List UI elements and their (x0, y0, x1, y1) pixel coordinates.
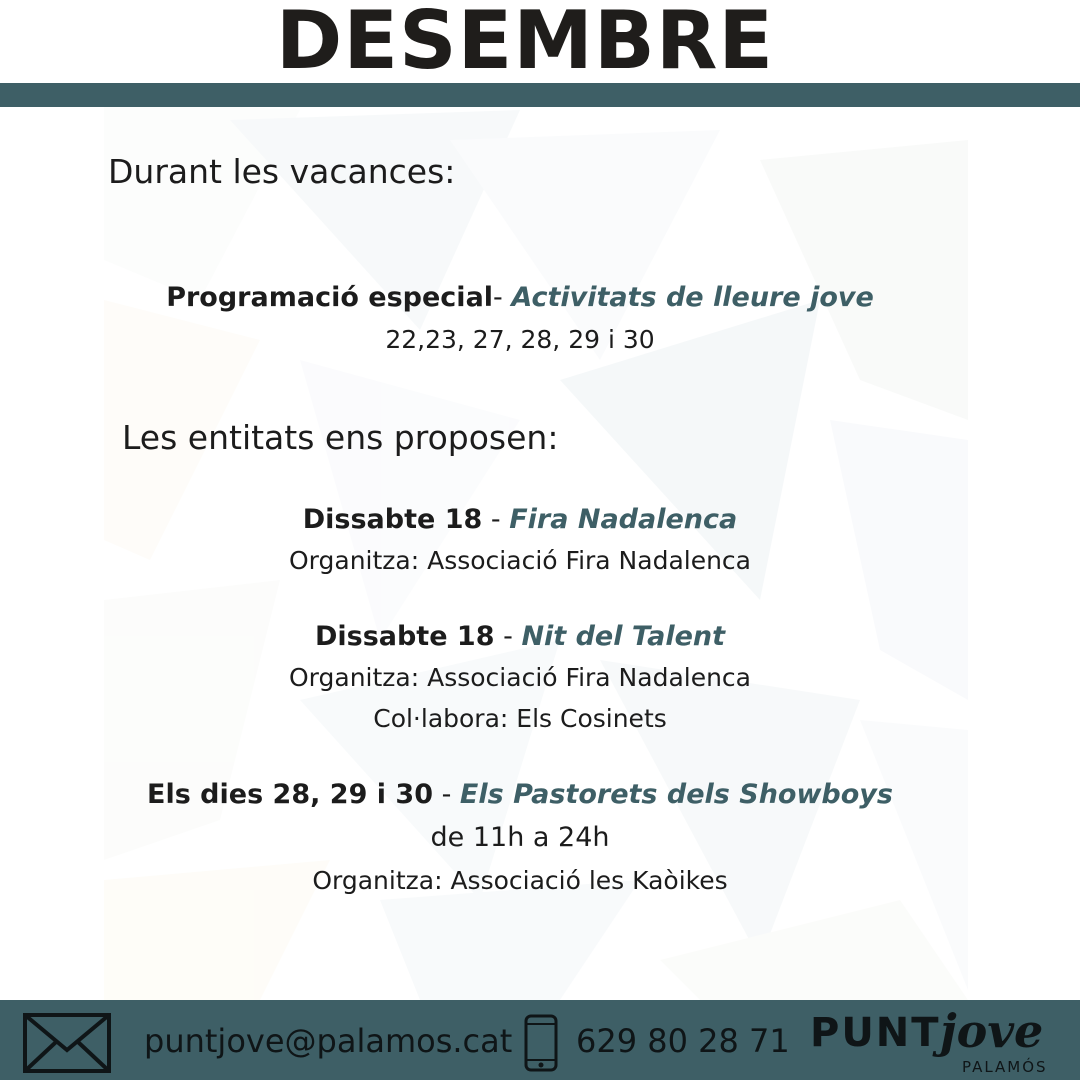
phone-icon[interactable] (524, 1014, 558, 1072)
event-1-organizer: Organitza: Associació Fira Nadalenca (289, 546, 751, 575)
event-date-1: Dissabte 18 (302, 504, 483, 535)
event-3-hours: de 11h a 24h (430, 822, 610, 853)
program-sep: - (493, 282, 512, 313)
event-sep-3: - (432, 779, 460, 810)
program-line (0, 282, 1040, 313)
logo-palamos: PALAMÓS (962, 1058, 1048, 1076)
event-name-3: Els Pastorets dels Showboys (459, 779, 893, 810)
envelope-icon[interactable] (22, 1012, 112, 1074)
program-bold: Programació especial (166, 282, 494, 313)
event-sep-1: - (482, 504, 510, 535)
event-2-organizer: Organitza: Associació Fira Nadalenca (289, 663, 751, 692)
event-title-1 (0, 504, 1040, 535)
page-title: DESEMBRE (275, 0, 775, 87)
event-date-2: Dissabte 18 (314, 621, 495, 652)
event-title-3 (0, 779, 1040, 810)
logo-punt: PUNT (810, 1010, 941, 1056)
event-2-collaborator: Col·labora: Els Cosinets (373, 704, 667, 733)
event-title-2 (0, 621, 1040, 652)
event-3-organizer: Organitza: Associació les Kaòikes (312, 866, 728, 895)
event-name-1: Fira Nadalenca (509, 504, 738, 535)
program-italic: Activitats de lleure jove (511, 282, 874, 313)
phone-number[interactable]: 629 80 28 71 (576, 1022, 790, 1060)
program-dates: 22,23, 27, 28, 29 i 30 (385, 325, 655, 354)
section-heading-vacances: Durant les vacances: (108, 152, 456, 191)
section-heading-entitats: Les entitats ens proposen: (122, 418, 559, 457)
logo-jove: jove (940, 1004, 1044, 1058)
event-date-3: Els dies 28, 29 i 30 (147, 779, 433, 810)
event-name-2: Nit del Talent (521, 621, 726, 652)
email-link[interactable]: puntjove@palamos.cat (144, 1022, 513, 1060)
event-sep-2: - (494, 621, 522, 652)
